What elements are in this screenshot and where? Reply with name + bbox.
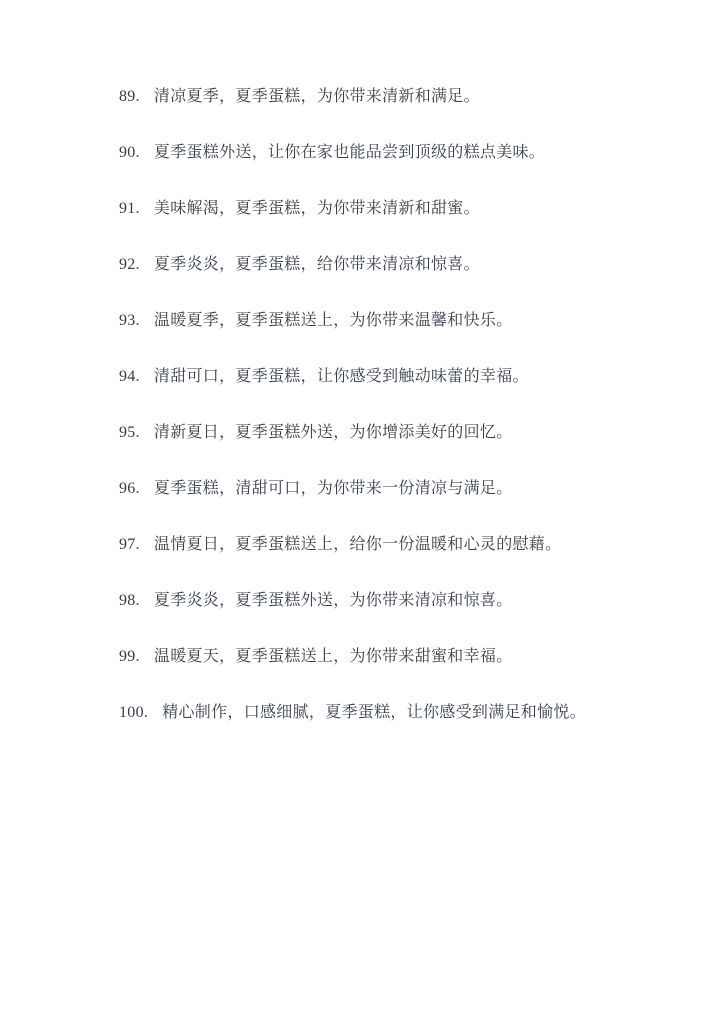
- list-item: [119, 366, 680, 388]
- item-text: 夏季炎炎，夏季蛋糕外送，为你带来清凉和惊喜。: [153, 592, 513, 609]
- list-item: [119, 310, 680, 332]
- item-number: 93.: [119, 312, 140, 329]
- item-text: 温情夏日，夏季蛋糕送上，给你一份温暖和心灵的慰藉。: [153, 536, 562, 553]
- item-text: 清凉夏季，夏季蛋糕，为你带来清新和满足。: [153, 88, 480, 105]
- item-number: 98.: [119, 592, 140, 609]
- item-text: 温暖夏季，夏季蛋糕送上，为你带来温馨和快乐。: [153, 312, 513, 329]
- item-text: 夏季炎炎，夏季蛋糕，给你带来清凉和惊喜。: [153, 256, 480, 273]
- item-number: 90.: [119, 144, 140, 161]
- list-item: [119, 254, 680, 276]
- list-item: [119, 478, 680, 500]
- item-number: 89.: [119, 88, 140, 105]
- item-text: 清新夏日，夏季蛋糕外送，为你增添美好的回忆。: [153, 424, 513, 441]
- item-number: 99.: [119, 648, 140, 665]
- numbered-list: [119, 86, 680, 724]
- list-item: [119, 142, 680, 164]
- list-item: [119, 422, 680, 444]
- item-text: 清甜可口，夏季蛋糕，让你感受到触动味蕾的幸福。: [153, 368, 529, 385]
- list-item: [119, 646, 680, 668]
- item-number: 96.: [119, 480, 140, 497]
- item-text: 美味解渴，夏季蛋糕，为你带来清新和甜蜜。: [153, 200, 480, 217]
- item-text: 温暖夏天，夏季蛋糕送上，为你带来甜蜜和幸福。: [153, 648, 513, 665]
- item-text: 夏季蛋糕外送，让你在家也能品尝到顶级的糕点美味。: [153, 144, 546, 161]
- item-number: 97.: [119, 536, 140, 553]
- item-number: 100.: [119, 704, 149, 721]
- item-number: 94.: [119, 368, 140, 385]
- item-text: 夏季蛋糕，清甜可口，为你带来一份清凉与满足。: [153, 480, 513, 497]
- list-item: [119, 702, 680, 724]
- list-item: [119, 534, 680, 556]
- list-item: [119, 198, 680, 220]
- item-text: 精心制作，口感细腻，夏季蛋糕，让你感受到满足和愉悦。: [162, 704, 587, 721]
- list-item: [119, 590, 680, 612]
- item-number: 91.: [119, 200, 140, 217]
- list-item: [119, 86, 680, 108]
- item-number: 95.: [119, 424, 140, 441]
- item-number: 92.: [119, 256, 140, 273]
